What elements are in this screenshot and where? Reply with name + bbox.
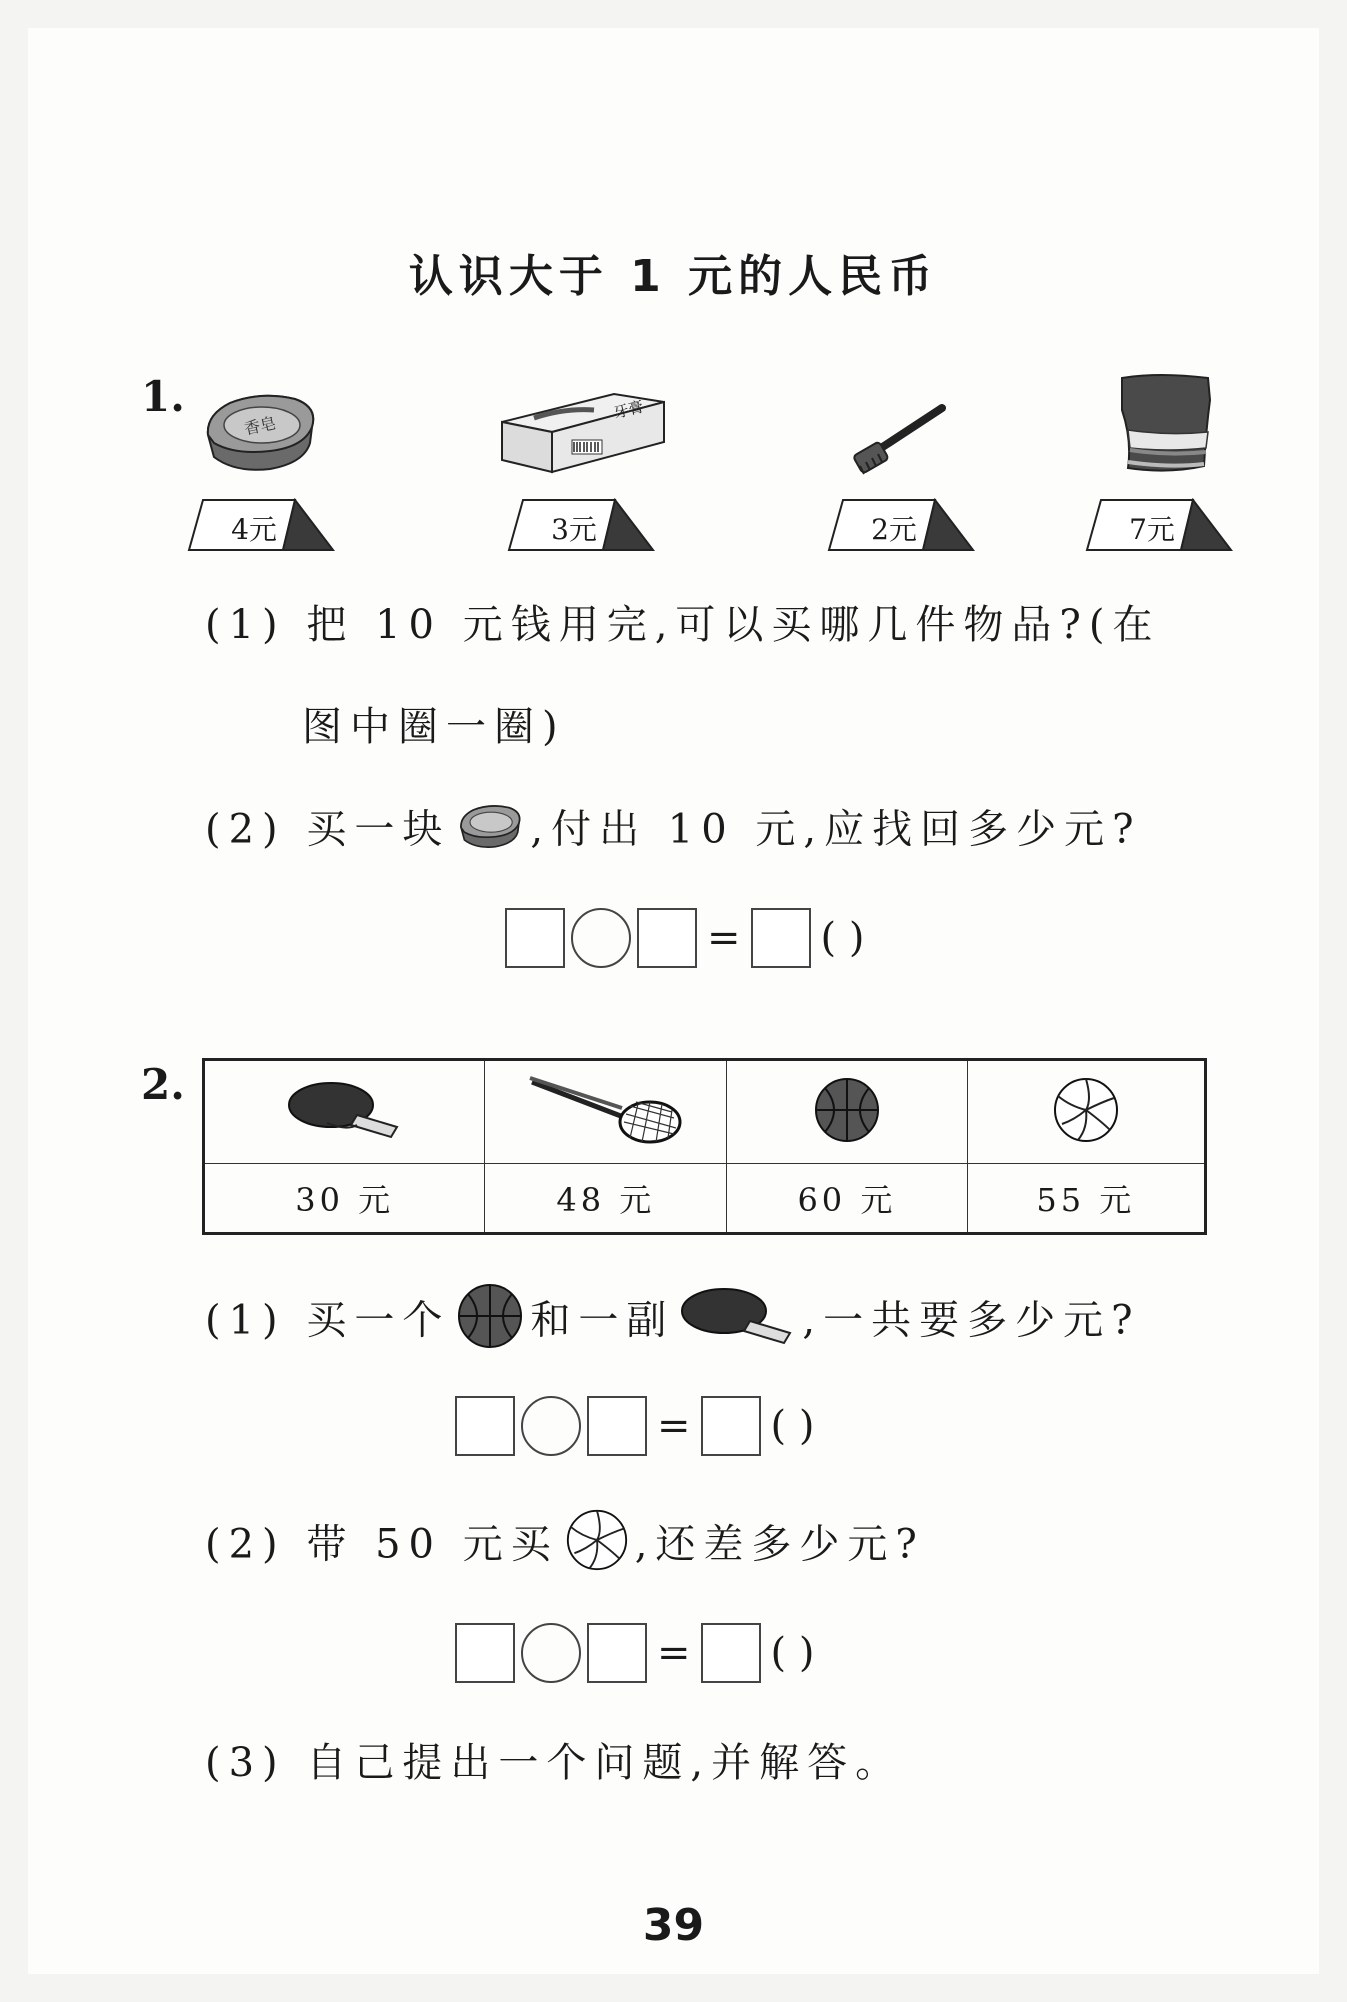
q2-sub1-a: (1) 买一个 [205,1297,451,1344]
q2-sub2-equation [455,1620,814,1686]
price-label: 4元 [231,513,277,546]
svg-text:牙膏: 牙膏 [611,397,646,423]
soap-icon[interactable] [200,385,320,479]
basketball-icon [813,1129,881,1148]
racket-icon [526,1133,686,1152]
answer-box[interactable] [455,1623,515,1683]
toothbrush-icon[interactable] [850,400,950,484]
answer-box[interactable] [751,908,811,968]
price-cell: 55 元 [967,1164,1205,1234]
question-1-number: 1. [141,372,185,421]
price-tag-soap [187,498,335,552]
paddle-icon [287,1126,403,1145]
q2-sub1-text [205,1282,1141,1365]
unit-parentheses[interactable]: ( ) [820,915,865,961]
price-label: 2元 [871,513,917,546]
unit-parentheses[interactable]: ( ) [770,1403,815,1449]
operator-circle[interactable] [521,1623,581,1683]
basketball-icon [456,1282,524,1365]
q2-sub1-equation [455,1393,814,1459]
table-cell [967,1060,1205,1164]
operator-circle[interactable] [571,908,631,968]
towel-icon[interactable] [1108,370,1218,484]
equals-sign: = [657,1630,691,1676]
table-cell [485,1060,727,1164]
answer-box[interactable] [701,1396,761,1456]
table-cell [727,1060,967,1164]
price-cell: 30 元 [204,1164,485,1234]
q1-sub1-line1: (1) 把 10 元钱用完,可以买哪几件物品?(在 [205,602,1161,648]
q1-sub2-before: (2) 买一块 [205,806,451,853]
price-label: 3元 [551,513,597,546]
q1-equation [505,905,864,971]
q1-sub2-after: ,付出 10 元,应找回多少元? [530,806,1142,853]
question-2-number: 2. [141,1060,185,1109]
q2-sub1-b: 和一副 [530,1297,675,1344]
page-title: 认识大于 1 元的人民币 [408,251,939,302]
soap-icon [456,800,524,865]
q1-sub2-text [205,800,1142,865]
answer-box[interactable] [587,1623,647,1683]
answer-box[interactable] [587,1396,647,1456]
price-cell: 60 元 [727,1164,967,1234]
equals-sign: = [707,915,741,961]
operator-circle[interactable] [521,1396,581,1456]
table-cell [204,1060,485,1164]
svg-text:香皂: 香皂 [242,413,278,439]
q2-sub3-text: (3) 自己提出一个问题,并解答。 [205,1740,904,1786]
volleyball-icon [565,1508,629,1587]
answer-box[interactable] [455,1396,515,1456]
q2-sub2-b: ,还差多少元? [634,1521,925,1568]
answer-box[interactable] [701,1623,761,1683]
q1-sub1-line2: 图中圈一圈) [302,704,566,750]
page-number: 39 [642,1900,705,1951]
price-tag-towel [1085,498,1233,552]
answer-box[interactable] [637,908,697,968]
price-label: 7元 [1129,513,1175,546]
table-row [204,1060,1206,1164]
volleyball-icon [1052,1129,1120,1148]
toothpaste-icon[interactable] [494,372,669,486]
table-row [204,1164,1206,1234]
equals-sign: = [657,1403,691,1449]
price-tag-toothbrush [827,498,975,552]
paddle-icon [680,1285,796,1362]
q2-sub2-a: (2) 带 50 元买 [205,1521,559,1568]
q2-sub2-text [205,1508,925,1587]
price-cell: 48 元 [485,1164,727,1234]
price-table [202,1058,1207,1235]
q2-sub1-c: ,一共要多少元? [802,1297,1141,1344]
price-tag-toothpaste [507,498,655,552]
unit-parentheses[interactable]: ( ) [770,1630,815,1676]
answer-box[interactable] [505,908,565,968]
